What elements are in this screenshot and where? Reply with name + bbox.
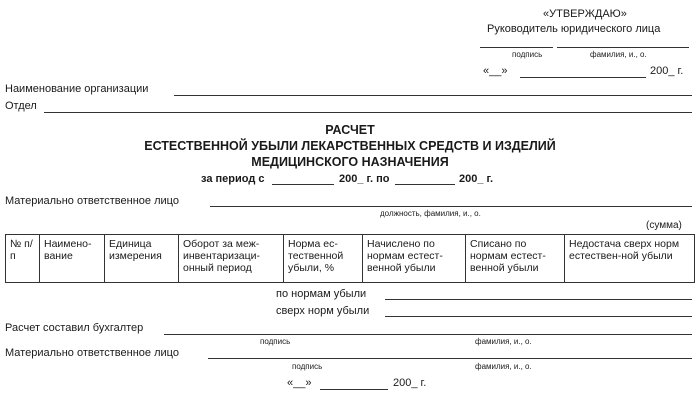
col-header-number: № п/п xyxy=(6,235,40,283)
footer-date-prefix: «__» xyxy=(287,377,312,389)
col-header-written-off: Списано по нормам естест-венной убыли xyxy=(466,235,565,283)
org-field[interactable] xyxy=(174,95,692,96)
doc-title: РАСЧЕТ xyxy=(325,123,375,137)
approval-sign-caption: подпись xyxy=(512,50,543,59)
responsible-sign-caption: подпись xyxy=(292,362,323,371)
approval-date-prefix: «__» xyxy=(483,65,508,77)
accountant-label: Расчет составил бухгалтер xyxy=(5,322,144,334)
table-header-row xyxy=(6,235,695,283)
period-from-label: за период с xyxy=(201,173,265,185)
accountant-sign-caption: подпись xyxy=(260,337,291,346)
footer-date-field[interactable] xyxy=(320,389,388,390)
responsible-caption: должность, фамилия, и., о. xyxy=(380,209,481,218)
approval-sign-line[interactable] xyxy=(480,47,553,48)
approval-name-caption: фамилия, и., о. xyxy=(590,50,647,59)
sum-note: (сумма) xyxy=(646,220,682,231)
col-header-name: Наимено-вание xyxy=(40,235,105,283)
accountant-field[interactable] xyxy=(164,334,692,335)
responsible-field[interactable] xyxy=(210,206,692,207)
col-header-accrued: Начислено по нормам естест-венной убыли xyxy=(363,235,466,283)
doc-title-line3: МЕДИЦИНСКОГО НАЗНАЧЕНИЯ xyxy=(251,155,449,169)
approval-year: 200_ г. xyxy=(650,65,684,77)
shrinkage-table xyxy=(5,234,695,283)
period-to-field[interactable] xyxy=(395,184,455,185)
approval-name-line[interactable] xyxy=(557,47,689,48)
period-year-label: 200_ г. xyxy=(459,173,494,185)
col-header-unit: Единица измерения xyxy=(105,235,179,283)
responsible-label: Материально ответственное лицо xyxy=(5,195,179,207)
col-header-norm: Норма ес-тественной убыли, % xyxy=(284,235,363,283)
col-header-shortage: Недостача сверх норм естествен-ной убыли xyxy=(565,235,695,283)
org-label: Наименование организации xyxy=(5,83,149,95)
approval-date-line[interactable] xyxy=(520,77,646,78)
responsible-name-caption: фамилия, и., о. xyxy=(475,362,532,371)
col-header-turnover: Оборот за меж-инвентаризаци-онный период xyxy=(179,235,284,283)
over-norms-label: сверх норм убыли xyxy=(276,305,370,317)
accountant-name-caption: фамилия, и., о. xyxy=(475,337,532,346)
by-norms-label: по нормам убыли xyxy=(276,288,367,300)
footer-year: 200_ г. xyxy=(393,377,427,389)
approval-stamp: «УТВЕРЖДАЮ» xyxy=(543,8,627,20)
by-norms-field[interactable] xyxy=(385,299,692,300)
period-from-field[interactable] xyxy=(272,184,334,185)
over-norms-field[interactable] xyxy=(385,316,692,317)
approval-role: Руководитель юридического лица xyxy=(487,23,661,35)
responsible-footer-field[interactable] xyxy=(208,358,692,359)
dept-field[interactable] xyxy=(44,112,692,113)
period-to-label: 200_ г. по xyxy=(339,173,390,185)
doc-title-line2: ЕСТЕСТВЕННОЙ УБЫЛИ ЛЕКАРСТВЕННЫХ СРЕДСТВ И ИЗДЕЛИЙ xyxy=(144,139,556,153)
dept-label: Отдел xyxy=(5,100,37,112)
responsible-footer-label: Материально ответственное лицо xyxy=(5,347,179,359)
